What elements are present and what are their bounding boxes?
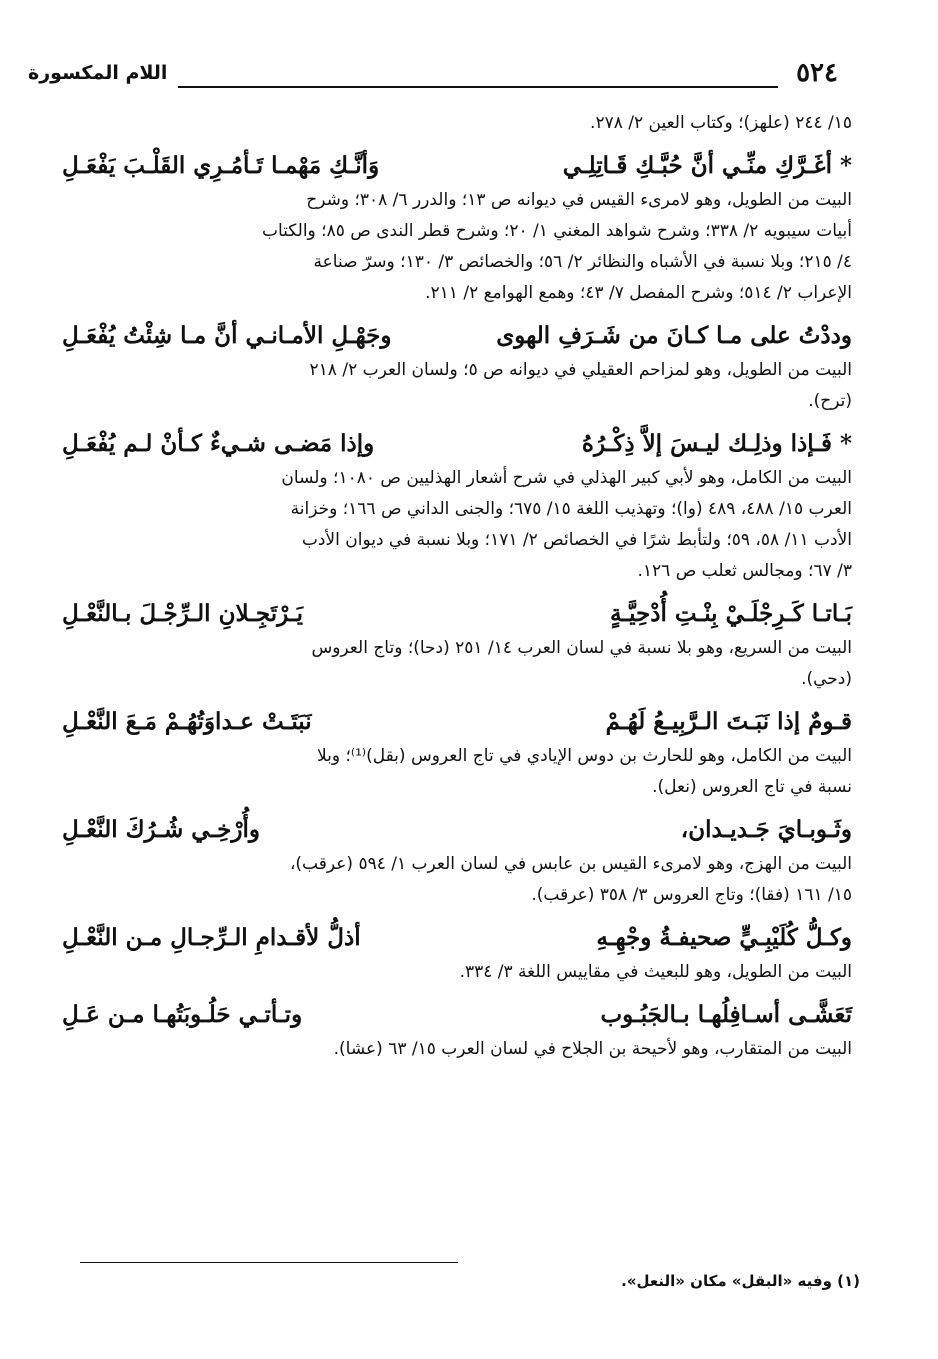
top-citation: ١٥/ ٢٤٤ (علهز)؛ وكتاب العين ٢/ ٢٧٨. [590, 113, 852, 133]
verse-entry [62, 319, 852, 417]
commentary-line: البيت من الكامل، وهو للحارث بن دوس الإيادي في تاج العروس (بقل)⁽¹⁾؛ وبلا [316, 746, 852, 766]
footnote: (١) وفيه «البقل» مكان «النعل». [621, 1272, 860, 1290]
verse-line [62, 705, 852, 739]
page-header [28, 58, 838, 98]
verse-second-hemistich: يَـرْتَجِـلانِ الـرِّجْـلَ بـالنَّعْـلِ [62, 600, 303, 627]
verse-first-hemistich: وثَـوبـايَ جَـديـدان، [680, 816, 852, 843]
entries-list [62, 149, 852, 1065]
verse-entry [62, 149, 852, 309]
header-rule [178, 86, 778, 88]
verse-second-hemistich: وإذا مَضـى شـيءٌ كـأنْ لـم يُفْعَـلِ [62, 430, 375, 457]
verse-first-hemistich: وددْتُ على مـا كـانَ من شَـرَفِ الهوى [496, 322, 852, 349]
commentary-line: (ترح). [808, 391, 852, 411]
commentary-line: البيت من الطويل، وهو للبعيث في مقاييس اللغة ٣/ ٣٣٤. [459, 962, 852, 982]
commentary-line: العرب ١٥/ ٤٨٨، ٤٨٩ (وا)؛ وتهذيب اللغة ١٥/ ٦٧٥؛ والجنى الداني ص ١٦٦؛ وخزانة [290, 499, 852, 519]
verse-second-hemistich: وأُرْخِـي شُـرُكَ النَّعْـلِ [62, 816, 260, 843]
commentary-line: (دحي). [801, 669, 852, 689]
verse-first-hemistich: * أغَـرَّكِ منِّـي أنَّ حُبَّـكِ قَـاتِلِـي [562, 152, 852, 179]
verse-entry [62, 998, 852, 1065]
commentary-line: البيت من الطويل، وهو لمزاحم العقيلي في ديوانه ص ٥؛ ولسان العرب ٢/ ٢١٨ [309, 360, 852, 380]
running-title: اللام المكسورة [28, 62, 168, 84]
verse-second-hemistich: وجَهْـلِ الأمـانـي أنَّ مـا شِئْتُ يُفْعَـلِ [62, 322, 392, 349]
verse-second-hemistich: وتـأتـي حَلُـوبَتُهـا مـن عَـلِ [62, 1001, 303, 1028]
verse-line [62, 149, 852, 183]
verse-second-hemistich: أذلُّ لأقـدامِ الـرِّجـالِ مـن النَّعْـلِ [62, 924, 361, 951]
verse-entry [62, 597, 852, 695]
verse-first-hemistich: تَعَشَّـى أسـافِلُهـا بـالجَبُـوب [600, 1001, 852, 1028]
verse-second-hemistich: وَأنَّـكِ مَهْمـا تَـأمُـرِي القَلْـبَ يَفْعَـلِ [62, 152, 380, 179]
commentary-line: ١٥/ ١٦١ (فقا)؛ وتاج العروس ٣/ ٣٥٨ (عرقب). [531, 885, 852, 905]
verse-line [62, 921, 852, 955]
verse-first-hemistich: * فَـإذا وذلِـك ليـسَ إلاَّ ذِكْـرُهُ [581, 430, 852, 457]
commentary-line: البيت من الهزج، وهو لامرىء القيس بن عابس في لسان العرب ١/ ٥٩٤ (عرقب)، [289, 854, 852, 874]
verse-entry [62, 705, 852, 803]
verse-line [62, 319, 852, 353]
verse-entry [62, 427, 852, 587]
page-number: ٥٢٤ [796, 58, 838, 88]
verse-first-hemistich: قـومٌ إذا نَبَـتَ الـرَّبِيـعُ لَهُـمْ [605, 708, 852, 735]
commentary-line: ٤/ ٢١٥؛ وبلا نسبة في الأشباه والنظائر ٢/ ٥٦؛ والخصائص ٣/ ١٣٠؛ وسرّ صناعة [313, 252, 852, 272]
commentary-line: أبيات سيبويه ٢/ ٣٣٨؛ وشرح شواهد المغني ١/ ٢٠؛ وشرح قطر الندى ص ٨٥؛ والكتاب [261, 221, 852, 241]
commentary-line: الإعراب ٢/ ٥١٤؛ وشرح المفصل ٧/ ٤٣؛ وهمع الهوامع ٢/ ٢١١. [425, 283, 852, 303]
commentary-line: ٣/ ٦٧؛ ومجالس ثعلب ص ١٢٦. [637, 561, 852, 581]
verse-line [62, 427, 852, 461]
commentary-line: البيت من المتقارب، وهو لأحيحة بن الجلاح في لسان العرب ١٥/ ٦٣ (عشا). [333, 1039, 852, 1059]
commentary-line: البيت من الطويل، وهو لامرىء القيس في ديوانه ص ١٣؛ والدرر ٦/ ٣٠٨؛ وشرح [306, 190, 852, 210]
commentary-line: البيت من السريع، وهو بلا نسبة في لسان العرب ١٤/ ٢٥١ (دحا)؛ وتاج العروس [311, 638, 852, 658]
verse-line [62, 813, 852, 847]
verse-first-hemistich: بَـاتـا كَـرِجْلَـيْ بِنْـتِ أُدْحِيَّـةٍ [610, 600, 852, 627]
verse-line [62, 998, 852, 1032]
footnote-rule [80, 1262, 458, 1263]
commentary-line: البيت من الكامل، وهو لأبي كبير الهذلي في شرح أشعار الهذليين ص ١٠٨٠؛ ولسان [281, 468, 852, 488]
verse-entry [62, 813, 852, 911]
commentary-line: نسبة في تاج العروس (نعل). [652, 777, 852, 797]
verse-entry [62, 921, 852, 988]
page-body [62, 108, 852, 1065]
verse-first-hemistich: وكـلُّ كُلَيْبِـيٍّ صحيفـةُ وجْهِـهِ [596, 924, 852, 951]
commentary-line: الأدب ١١/ ٥٨، ٥٩؛ ولتأبط شرًا في الخصائص ٢/ ١٧١؛ وبلا نسبة في ديوان الأدب [301, 530, 852, 550]
verse-second-hemistich: نَبَتَـتْ عـداوَتُهُـمْ مَـعَ النَّعْـلِ [62, 708, 312, 735]
verse-line [62, 597, 852, 631]
